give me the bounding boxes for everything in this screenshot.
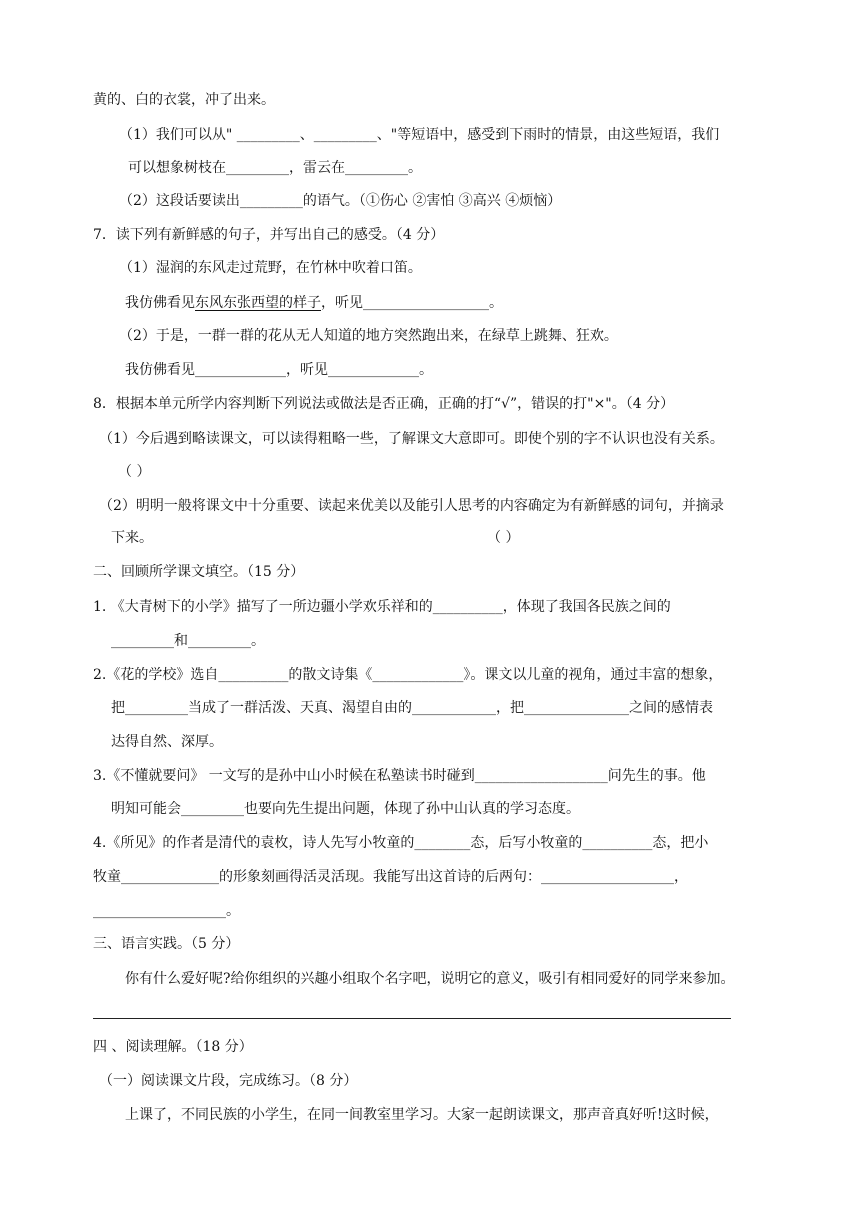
section-4-heading: 四 、阅读理解。（18 分） [93,1039,253,1055]
section-2-item-1-cont: _________和_________。 [111,633,265,649]
question-6-1: （1）我们可以从" _________、_________、"等短语中，感受到下雨时的情景，由这些短语，我们 [119,127,720,143]
text-line: 黄的、白的衣裳，冲了出来。 [93,92,275,108]
section-3-heading: 三、语言实践。（5 分） [93,936,240,952]
answer-bracket: （ ） [118,464,151,480]
section-4-part-1-heading: （一）阅读课文片段，完成练习。（8 分） [99,1073,358,1089]
question-8-1: （1）今后遇到略读课文，可以读得粗略一些，了解课文大意即可。即使个别的字不认识也没有关系。 [99,431,724,447]
question-7-2-answer: 我仿佛看见_____________，听见_____________。 [125,362,433,378]
text: ，听见__________________。 [321,295,503,311]
reading-passage: 上课了，不同民族的小学生，在同一间教室里学习。大家一起朗读课文，那声音真好听!这时候， [125,1107,719,1123]
section-2-item-2-cont: 达得自然、深厚。 [111,734,223,750]
question-8-2: （2）明明一般将课文中十分重要、读起来优美以及能引人思考的内容确定为有新鲜感的词句，并摘录 [99,498,724,514]
question-7-heading: 7．读下列有新鲜感的句子，并写出自己的感受。（4 分） [93,227,445,243]
section-2-item-2: 2.《花的学校》选自__________的散文诗集《_____________》。课文以儿童的视角，通过丰富的想象， [93,667,723,683]
question-8-heading: 8．根据本单元所学内容判断下列说法或做法是否正确，正确的打“√”，错误的打"×"。（4 分） [93,396,675,412]
question-8-2-cont: 下来。 [111,530,153,546]
question-6-2: （2）这段话要读出_________的语气。（①伤心 ②害怕 ③高兴 ④烦恼） [119,193,562,209]
answer-bracket: （ ） [487,530,520,546]
section-2-item-3-cont: 明知可能会_________也要向先生提出问题，体现了孙中山认真的学习态度。 [111,801,580,817]
section-2-item-4-cont: ___________________。 [93,903,240,919]
question-6-1-cont: 可以想象树枝在_________，雷云在_________。 [128,160,422,176]
answer-line [93,1018,731,1019]
section-2-item-2-cont: 把_________当成了一群活泼、天真、渴望自由的____________，把_______________之间的感情表 [111,700,713,716]
question-7-2: （2）于是，一群一群的花从无人知道的地方突然跑出来，在绿草上跳舞、狂欢。 [119,328,618,344]
text: 我仿佛看见 [125,295,195,311]
question-7-1-answer [125,294,503,312]
section-3-prompt: 你有什么爱好呢?给你组织的兴趣小组取个名字吧，说明它的意义，吸引有相同爱好的同学来参加。 [125,971,735,987]
underlined-example: 东风东张西望的样子 [195,295,321,311]
section-2-item-4-cont: 牧童______________的形象刻画得活灵活现。我能写出这首诗的后两句：___________________， [93,869,688,885]
section-2-heading: 二、回顾所学课文填空。（15 分） [93,564,305,580]
section-2-item-3: 3.《不懂就要问》 一文写的是孙中山小时候在私塾读书时碰到___________________问先生的事。他 [93,768,706,784]
question-7-1: （1）湿润的东风走过荒野，在竹林中吹着口笛。 [119,260,422,276]
section-2-item-1: 1. 《大青树下的小学》描写了一所边疆小学欢乐祥和的__________，体现了我国各民族之间的 [93,599,671,615]
section-2-item-4: 4.《所见》的作者是清代的袁枚，诗人先写小牧童的________态，后写小牧童的__________态，把小 [93,835,709,851]
